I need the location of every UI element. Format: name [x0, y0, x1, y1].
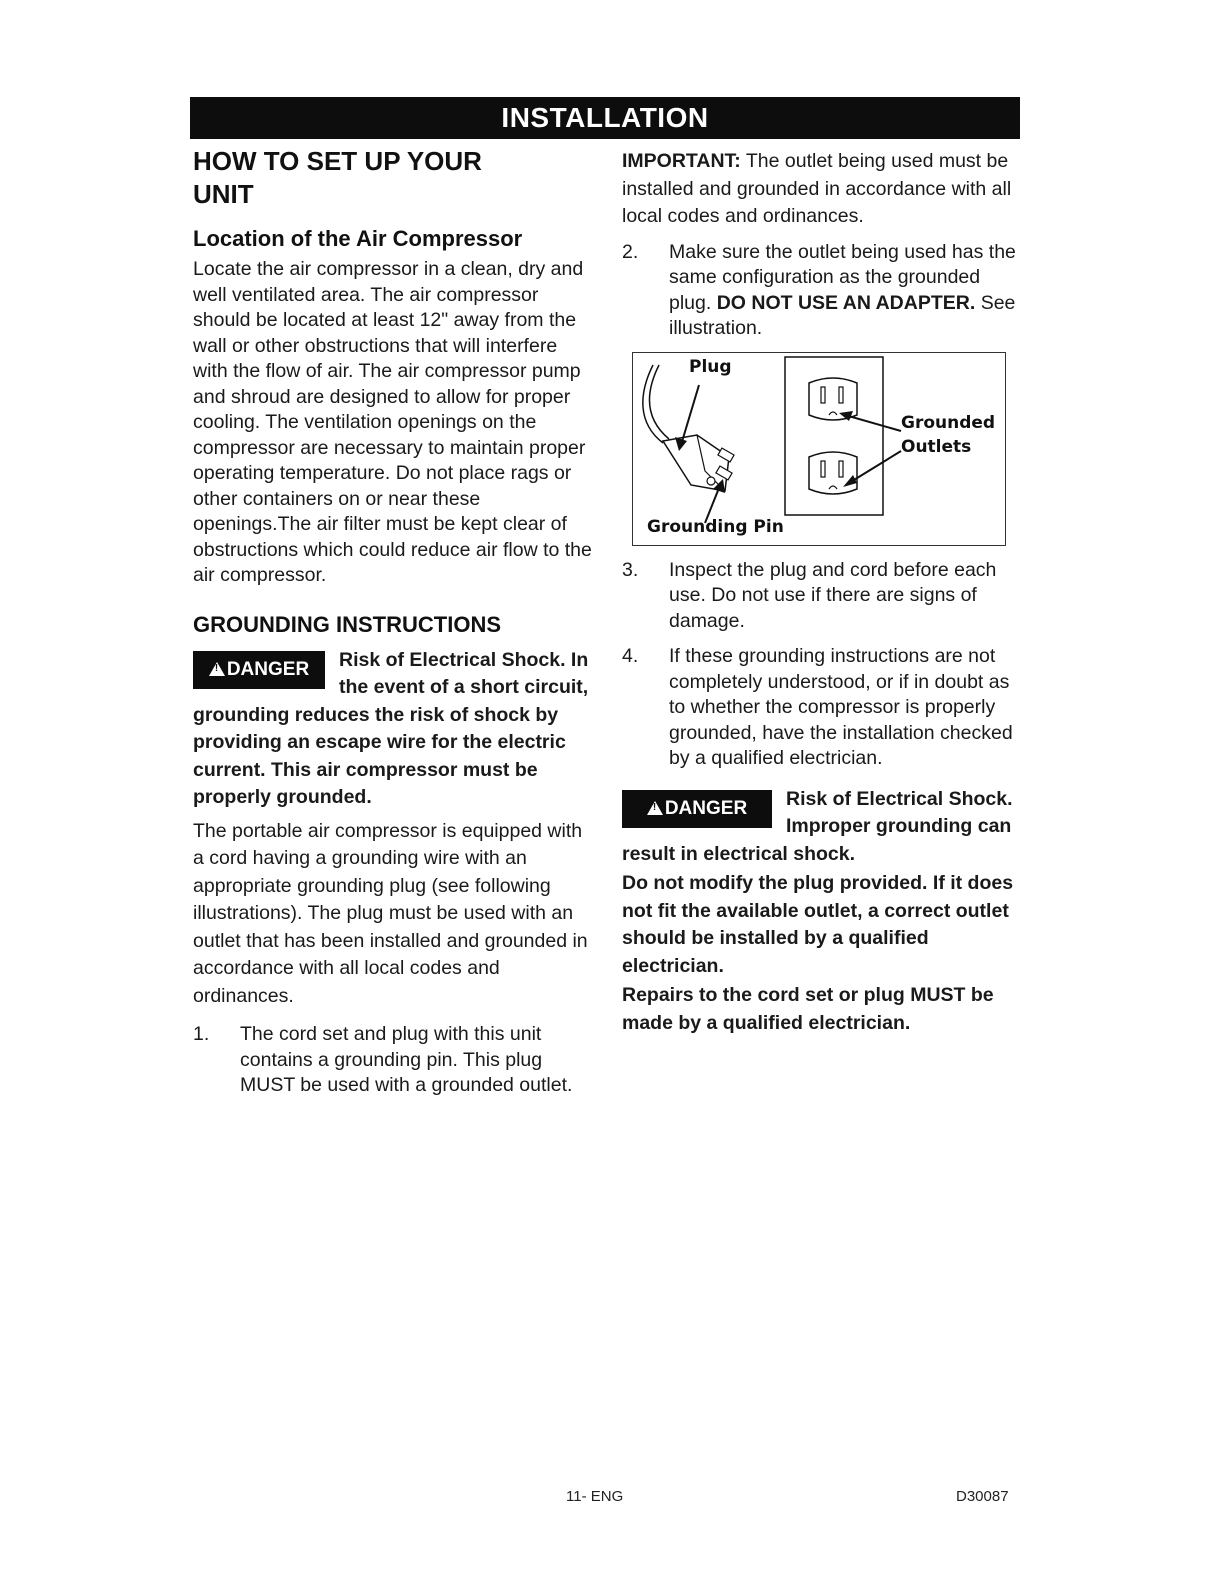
outlets-label-line2: Outlets — [901, 436, 972, 457]
portable-paragraph: The portable air compressor is equipped with a cord having a grounding wire with an appropriate grounding plug (see following illustrations). The plug must be used with an outlet that has been installed and grounded in accordance with all local codes and ordinances. — [193, 819, 588, 1007]
danger-warning-right — [622, 786, 1022, 869]
list-item — [622, 240, 1022, 342]
list-number: 2. — [622, 240, 639, 263]
list-text: Make sure the outlet being used has the same configuration as the grounded plug. — [669, 240, 1016, 314]
instruction-list — [622, 558, 1022, 772]
left-column — [193, 145, 593, 1099]
warning-triangle-icon — [647, 801, 663, 815]
page-heading: HOW TO SET UP YOUR UNIT — [193, 146, 482, 209]
list-number: 1. — [193, 1023, 210, 1045]
danger-badge-label: DANGER — [664, 797, 748, 819]
location-heading: Location of the Air Compressor — [193, 226, 523, 251]
plug-outlet-illustration — [632, 352, 1006, 546]
right-column — [622, 148, 1022, 1037]
list-text: Inspect the plug and cord before each use. Do not use if there are signs of damage. — [669, 558, 997, 632]
outlets-label-line1: Grounded — [901, 412, 996, 433]
danger-badge-label: DANGER — [226, 658, 310, 680]
grounding-pin-label: Grounding Pin — [647, 516, 784, 537]
list-text: The cord set and plug with this unit contains a grounding pin. This plug MUST be used with a grounded outlet. — [240, 1023, 573, 1096]
danger-text: Risk of Electrical Shock. Improper grounding can result in electrical shock. — [622, 787, 1013, 865]
document-code: D30087 — [956, 1488, 1009, 1505]
important-paragraph — [622, 148, 1022, 231]
section-banner: INSTALLATION — [190, 97, 1020, 139]
warning-triangle-icon — [209, 662, 225, 676]
instruction-list — [193, 1022, 593, 1099]
list-text-bold: DO NOT USE AN ADAPTER. — [716, 291, 976, 314]
danger-badge — [622, 790, 772, 828]
list-item — [622, 644, 1022, 772]
danger-paragraph-2: Do not modify the plug provided. If it does not fit the available outlet, a correct outlet should be installed by a qualified electrician. — [622, 872, 1014, 977]
list-item — [193, 1022, 593, 1099]
danger-text: Risk of Electrical Shock. In the event of a short circuit, grounding reduces the risk of shock by providing an escape wire for the electric current. This air compressor must be properly grounded. — [193, 648, 589, 808]
grounding-heading: GROUNDING INSTRUCTIONS — [193, 611, 501, 637]
list-text: If these grounding instructions are not completely understood, or if in doubt as to whether the compressor is properly grounded, have the installation checked by a qualified electrician. — [669, 645, 1013, 769]
danger-warning-left — [193, 647, 593, 812]
list-text: See illustration. — [669, 291, 1016, 339]
important-label: IMPORTANT: — [622, 150, 741, 172]
plug-label: Plug — [689, 356, 732, 377]
page-number: 11- ENG — [566, 1488, 624, 1505]
location-paragraph: Locate the air compressor in a clean, dry and well ventilated area. The air compressor should be located at least 12" away from the wall or other obstructions that will interfere with the flow of air. The air compressor pump and shroud are designed to allow for proper cooling. The ventilation openings on the compressor are necessary to maintain proper operating temperature. Do not place rags or other containers on or near these openings.The air filter must be kept clear of obstructions which could reduce air flow to the air compressor. — [193, 258, 592, 586]
list-number: 3. — [622, 558, 639, 581]
instruction-list — [622, 240, 1022, 342]
danger-paragraph-3: Repairs to the cord set or plug MUST be made by a qualified electrician. — [622, 984, 994, 1034]
list-item — [622, 558, 1022, 635]
important-text: The outlet being used must be installed and grounded in accordance with all local codes and ordinances. — [622, 150, 1012, 227]
danger-badge — [193, 651, 325, 689]
list-number: 4. — [622, 645, 639, 667]
